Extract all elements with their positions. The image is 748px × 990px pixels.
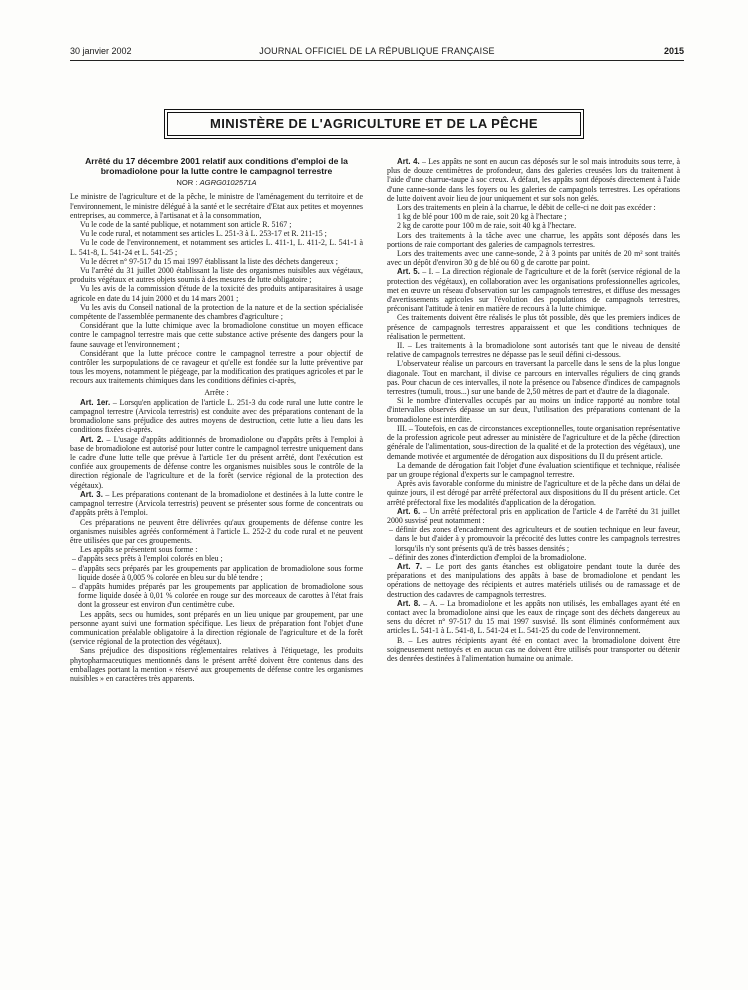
article-4-text: – Les appâts ne sont en aucun cas déposés sur le sol mais introduits sous terre, à plus de douze centimètres de profondeur, dans des galeries creusées lors du traitement à l'aide d'une charrue-taupe à soc creux. A défaut, les appâts sont déposés directement à l'aide d'une canne-sonde dans les foyers ou les galeries de campagnols terrestres. Les opérations de lutte doivent avoir lieu de jour uniquement et sur sols non gelés. — [387, 157, 680, 203]
header-rule — [70, 60, 684, 61]
article-1-text: – Lorsqu'en application de l'article L. 251-3 du code rural une lutte contre le campagnol terrestre (Arvicola terrestris) est conduite avec des préparations contenant de la bromadiolone sans préjudice des autres moyens de destruction, cette lutte a lieu dans les conditions fixées ci-après. — [70, 397, 363, 435]
article-4-label: Art. 4. — [397, 157, 420, 166]
article-6 — [387, 507, 680, 525]
right-column — [387, 157, 680, 663]
decree-title: Arrêté du 17 décembre 2001 relatif aux conditions d'emploi de la bromadiolone pour la lutte contre le campagnol terrestre — [85, 156, 348, 176]
page-number: 2015 — [663, 46, 684, 56]
list-item: – définir des zones d'interdiction d'emploi de la bromadiolone. — [389, 552, 587, 562]
visa: Vu le code de l'environnement, et notamment ses articles L. 411-1, L. 411-2, L. 541-1 à L. 541-8, L. 541-24 et L. 541-25 ; — [70, 238, 363, 257]
visa: Vu les avis de la commission d'étude de la toxicité des produits antiparasitaires à usage agricole en date du 14 juin 2000 et du 14 mars 2001 ; — [70, 284, 363, 303]
arrete-line: Arrête : — [204, 387, 229, 397]
visa: Vu l'arrêté du 31 juillet 2000 établissant la liste des organismes nuisibles aux végétaux, produits végétaux et autres objets soumis à des mesures de lutte obligatoire ; — [70, 266, 363, 285]
visa: Vu le décret n° 97-517 du 15 mai 1997 établissant la liste des déchets dangereux ; — [80, 256, 338, 266]
article-2-text: – L'usage d'appâts additionnés de bromadiolone ou d'appâts prêts à l'emploi à base de bromadiolone est autorisé pour lutter contre le campagnol terrestre uniquement dans le cadre d'une lutte telle que prévue à l'article 1er du présent arrêté, dont l'exécution est confiée aux groupements de défense contre les organismes nuisibles sous le contrôle de la direction régionale de l'agriculture et de la forêt (service régional de la protection des végétaux). — [70, 434, 363, 490]
preamble: Le ministre de l'agriculture et de la pêche, le ministre de l'aménagement du territoire et de l'environnement, le ministre délégué à la santé et le secrétaire d'Etat aux petites et moyennes entreprises, au commerce, à l'artisanat et à la consommation, — [70, 192, 363, 220]
visa: Vu le code de la santé publique, et notamment son article R. 5167 ; — [80, 220, 292, 229]
visa: Vu le code rural, et notamment ses articles L. 251-3 à L. 253-17 et R. 211-15 ; — [80, 229, 327, 239]
article-8-text: – A. – La bromadiolone et les appâts non utilisés, les emballages ayant été en contact avec la bromadiolone ainsi que les eaux de rinçage sont des déchets dangereux au sens du décret n° 97-517 du 15 mai 1997 susvisé. Ils sont éliminés conformément aux articles L. 541-1 à L. 541-8, L. 541-24 et L. 541-25 du code de l'environnement. — [387, 598, 680, 636]
article-3 — [70, 490, 363, 518]
nor-reference — [70, 178, 363, 187]
article-3-paragraph: Les appâts, secs ou humides, sont préparés en un lieu unique par groupement, par une personne ayant suivi une formation spécifique. Les lieux de préparation font l'objet d'une communication préalable obligatoire à la direction régionale de l'agriculture et de la forêt (service régional de la protection des végétaux). — [70, 609, 363, 647]
article-3-label: Art. 3. — [80, 489, 103, 499]
application-rate: 1 kg de blé pour 100 m de raie, soit 20 kg à l'hectare ; — [397, 212, 567, 222]
article-5 — [387, 267, 680, 313]
article-4-paragraph: Lors des traitements à la tâche avec une charrue, les appâts sont déposés dans les portions de raie comportant des galeries de campagnols terrestres. — [387, 230, 680, 249]
article-6-label: Art. 6. — [397, 506, 421, 516]
article-5-paragraph: Ces traitements doivent être réalisés le plus tôt possible, dès que les premiers indices de présence de campagnols terrestres apparaissent et que les conditions techniques de réalisation le permettent. — [387, 313, 680, 341]
article-5-paragraph: L'observateur réalise un parcours en traversant la parcelle dans le sens de la plus longue diagonale. Tout en marchant, il divise ce parcours en intervalles réguliers de cinq grands pas. Pour chacun de ces intervalles, il note la présence ou l'absence d'indices de campagnols terrestres (tumuli, trous...) sur une bande de 2,50 mètres de part et d'autre de la diagonale. — [387, 359, 680, 397]
article-3-paragraph: Ces préparations ne peuvent être délivrées qu'aux groupements de défense contre les organismes nuisibles agréés conformément à l'article L. 252-2 du code rural et ne peuvent être utilisées que par ces groupements. — [70, 517, 363, 545]
article-3-paragraph: Les appâts se présentent sous forme : — [80, 545, 198, 555]
article-8-paragraph: B. – Les autres récipients ayant été en contact avec la bromadiolone doivent être soigneusement nettoyés et en aucun cas ne doivent être utilisés pour transporter ou détenir des denrées destinées à l'alimentation humaine ou animale. — [387, 635, 680, 663]
article-5-paragraph: II. – Les traitements à la bromadiolone sont autorisés tant que le niveau de densité relative de campagnols terrestres ne dépasse pas le seuil défini ci-dessous. — [387, 341, 680, 360]
article-2 — [70, 435, 363, 490]
article-1-label: Art. 1er. — [80, 397, 111, 407]
considerant: Considérant que la lutte chimique avec la bromadiolone constitue un moyen efficace contre le campagnol terrestre mais que cette substance active présente des dangers pour la faune sauvage et l'environnement ; — [70, 321, 363, 349]
article-8-label: Art. 8. — [397, 598, 421, 608]
article-5-paragraph: La demande de dérogation fait l'objet d'une évaluation scientifique et technique, réalisée par un groupe régional d'experts sur le campagnol terrestre. — [387, 460, 680, 479]
nor-code: AGRG0102571A — [199, 178, 257, 188]
article-5-text: – I. – La direction régionale de l'agriculture et de la forêt (service régional de la protection des végétaux), en collaboration avec les organisations professionnelles agricoles, met en œuvre un réseau d'observation sur les campagnols terrestres, et diffuse des messages d'avertissements agricoles sur l'évolution des populations de campagnols terrestres, préconisant l'attitude à tenir en matière de recours à la lutte chimique. — [387, 267, 680, 314]
list-item: – d'appâts humides préparés par les groupements par application de bromadiolone sous forme liquide dosée à 0,01 % colorée en rouge sur des morceaux de carottes à l'état frais dont la grosseur est environ d'un centimètre cube. — [72, 581, 363, 610]
application-rate: 2 kg de carotte pour 100 m de raie, soit 40 kg à l'hectare. — [397, 221, 577, 231]
article-1 — [70, 398, 363, 435]
article-7 — [387, 562, 680, 599]
article-5-paragraph: Après avis favorable conforme du ministre de l'agriculture et de la pêche dans un délai de quinze jours, il est dérogé par arrêté préfectoral aux dispositions du II du présent article. Cet arrêté préfectoral fixe les modalités d'application de la dérogation. — [387, 479, 680, 507]
article-5-paragraph: Si le nombre d'intervalles occupés par au moins un indice rapporté au nombre total d'intervalles observés dépasse un sur deux, l'utilisation des préparations contenant de la bromadiolone est interdite. — [387, 396, 680, 424]
list-item: – définir des zones d'encadrement des agriculteurs et de soutien technique en leur faveur, dans le but d'aider à y promouvoir la précocité des luttes contre les campagnols terrestres lorsqu'ils n'y sont présents qu'à de très basses densités ; — [389, 525, 680, 553]
article-4-paragraph: Lors des traitements avec une canne-sonde, 2 à 3 points par unités de 20 m² sont traités avec un dépôt d'environ 30 g de blé ou 60 g de carotte par point. — [387, 249, 680, 268]
article-6-text: – Un arrêté préfectoral pris en application de l'article 4 de l'arrêté du 31 juillet 2000 susvisé peut notamment : — [387, 506, 680, 525]
article-2-label: Art. 2. — [80, 434, 104, 444]
nor-label: NOR : — [176, 178, 198, 188]
article-7-label: Art. 7. — [397, 561, 423, 571]
considerant: Considérant que la lutte précoce contre le campagnol terrestre a pour objectif de contrôler les surpopulations de ce ravageur et qu'elle est fondée sur la lutte préventive par tous les moyens, notamment le piégeage, par la modification des pratiques agricoles et par le recours aux traitements chimiques dans les conditions définies ci-après, — [70, 348, 363, 386]
ministry-heading: MINISTÈRE DE L'AGRICULTURE ET DE LA PÊCHE — [167, 112, 581, 136]
left-column — [70, 157, 363, 683]
article-5-paragraph: III. – Toutefois, en cas de circonstances exceptionnelles, toute organisation représentative de la profession agricole peut adresser au ministère de l'agriculture et de la pêche (direction générale de l'alimentation, sous-direction de la qualité et de la protection des végétaux), une demande motivée et argumentée de dérogation aux dispositions du II du présent article. — [387, 423, 680, 461]
journal-title: JOURNAL OFFICIEL DE LA RÉPUBLIQUE FRANÇAISE — [259, 46, 495, 56]
article-3-paragraph: Sans préjudice des dispositions réglementaires relatives à l'étiquetage, les produits phytopharmaceutiques mentionnés dans le présent arrêté doivent être contenus dans des emballages portant la mention « réservé aux groupements de défense contre les organismes nuisibles » en caractères très apparents. — [70, 646, 363, 683]
article-7-text: – Le port des gants étanches est obligatoire pendant toute la durée des préparations et des manipulations des appâts à base de bromadiolone et pendant les opérations de nettoyage des récipients et autres matériels utilisés ou de ramassage et de destruction des cadavres de campagnols terrestres. — [387, 561, 680, 599]
list-item: – d'appâts secs prêts à l'emploi colorés en bleu ; — [72, 554, 223, 564]
visa: Vu les avis du Conseil national de la protection de la nature et de la section spécialisée compétente de l'assemblée permanente des chambres d'agriculture ; — [70, 302, 363, 322]
article-4-paragraph: Lors des traitements en plein à la charrue, le débit de celle-ci ne doit pas excéder : — [397, 203, 656, 213]
article-4 — [387, 157, 680, 203]
list-item: – d'appâts secs préparés par les groupements par application de bromadiolone sous forme liquide dosée à 0,005 % colorée en bleu sur du blé tendre ; — [72, 563, 363, 582]
article-8 — [387, 599, 680, 636]
article-3-text: – Les préparations contenant de la bromadiolone et destinées à la lutte contre le campagnol terrestre (Arvicola terrestris) peuvent se présenter sous forme de concentrats ou d'appâts prêts à l'emploi. — [70, 489, 363, 518]
page-header — [70, 46, 684, 60]
article-5-label: Art. 5. — [397, 267, 420, 277]
issue-date: 30 janvier 2002 — [70, 46, 132, 56]
